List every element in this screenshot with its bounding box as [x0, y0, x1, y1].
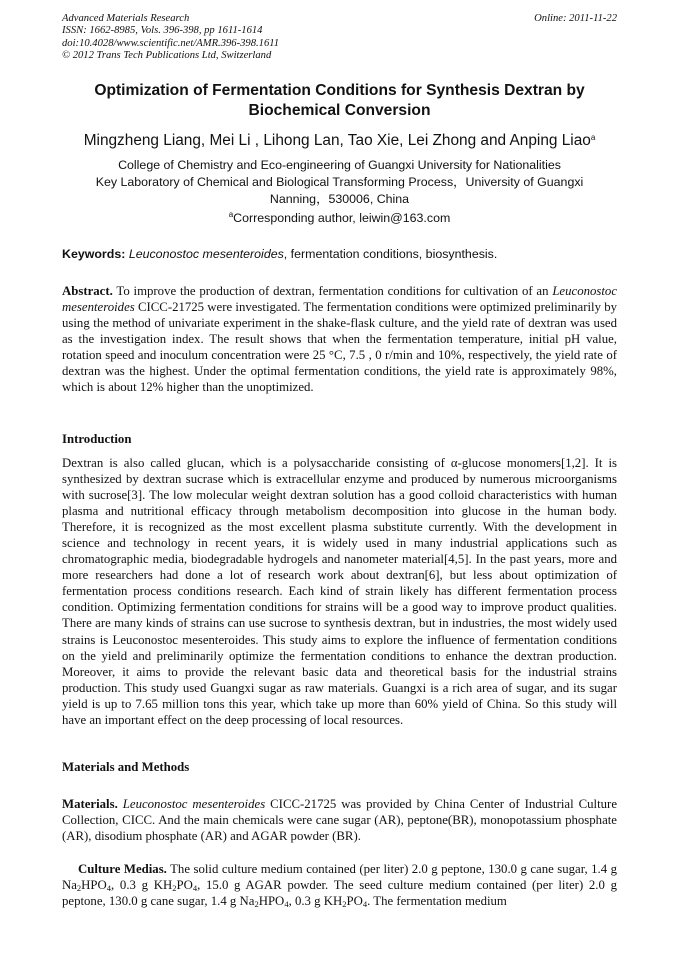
doi-line[interactable]: doi:10.4028/www.scientific.net/AMR.396-398.1611	[62, 37, 280, 49]
materials-text: CICC-21725 was provided by China Center of Industrial Culture Collection, CICC. And the main chemicals were cane sugar (AR), peptone(BR), monopotassium phosphate (AR), disodium phosphate (AR) and AGAR powder (BR).	[62, 797, 617, 844]
media-text-4: PO	[176, 878, 193, 893]
culture-medias-label: Culture Medias.	[78, 862, 167, 876]
media-text-po: PO	[346, 894, 363, 909]
culture-medias-paragraph	[62, 861, 617, 909]
media-text-3: , 0.3 g KH	[111, 878, 173, 893]
abstract-species: Leuconostoc mesenteroides	[62, 284, 617, 315]
affiliation-line-2: Key Laboratory of Chemical and Biological Transforming Process，University of Guangxi	[95, 174, 584, 189]
media-text-1: The solid culture medium contained (per liter) 2.0 g peptone, 130.0 g cane sugar, 1.4 g Na	[62, 862, 617, 893]
copyright-line: © 2012 Trans Tech Publications Ltd, Switzerland	[62, 50, 272, 62]
title-line-2: Biochemical Conversion	[248, 102, 431, 119]
sub-2: 2	[342, 899, 347, 910]
media-text-2: HPO	[81, 878, 107, 893]
journal-header	[62, 13, 617, 63]
media-text-hpo: HPO	[258, 894, 285, 909]
sub-2: 2	[254, 899, 259, 910]
keywords-rest: , fermentation conditions, biosynthesis.	[283, 247, 498, 261]
abstract	[62, 283, 617, 395]
materials-label: Materials.	[62, 797, 118, 811]
affiliation-line-1: College of Chemistry and Eco-engineering of Guangxi University for Nationalities	[118, 158, 561, 172]
affiliation	[62, 157, 617, 207]
corresponding-author	[62, 210, 617, 226]
author-list	[62, 131, 617, 151]
abstract-part-2: CICC-21725 were investigated. The fermentation conditions were optimized preliminarily by using the method of univariate experiment in the shake-flask culture, and the yield rate of dextran was used as the investigation index. The result shows that when the fermentation temperature, initial pH value, rotation speed and inoculum concentration were 25 °C, 7.5 , 0 r/min and 10%, respectively, the yield rate of dextran was the highest. Under the optimal fermentation conditions, the yield rate is approximately 98%, which is about 12% higher than the unoptimized.	[62, 300, 617, 395]
keywords-species: Leuconostoc mesenteroides	[128, 247, 284, 261]
sub-2: 2	[76, 883, 82, 894]
keywords	[62, 246, 617, 262]
sub-4: 4	[362, 899, 368, 910]
media-text-7: . The fermentation medium	[367, 894, 507, 909]
sub-4: 4	[284, 899, 289, 910]
affiliation-line-3: Nanning，530006, China	[269, 191, 410, 206]
corr-mark: a	[228, 210, 234, 219]
methods-heading: Materials and Methods	[62, 760, 190, 774]
paper-title	[62, 81, 617, 121]
media-text-6: , 0.3 g KH	[288, 894, 343, 909]
materials-paragraph	[62, 796, 617, 844]
journal-name: Advanced Materials Research	[62, 13, 190, 24]
materials-species: Leuconostoc mesenteroides	[122, 797, 266, 811]
keywords-label: Keywords:	[62, 247, 126, 261]
introduction-heading: Introduction	[62, 432, 132, 446]
corr-text: Corresponding author, leiwin@163.com	[233, 211, 451, 225]
sub-2: 2	[172, 883, 177, 894]
issn-line: ISSN: 1662-8985, Vols. 396-398, pp 1611-1614	[62, 25, 263, 37]
online-date: Online: 2011-11-22	[534, 13, 617, 24]
abstract-label: Abstract.	[62, 284, 113, 298]
introduction-body: Dextran is also called glucan, which is a polysaccharide consisting of α-glucose monomers[1,2]. It is synthesized by dextran sucrase which is extracellular enzyme and produced by numerous microorganisms with sucrose[3]. The low molecular weight dextran solution has a good colloid characteristics with human plasma and nutritional efficacy through metabolism decomposition into glucose in the human body. Therefore, it is recognized as the most excellent plasma substitute currently. With the development in science and technology in recent years, it is widely used in many industrial applications such as chromatographic media, biodegradable hydrogels and nanometer material[4,5]. In the past years, more and more researchers had done a lot of research work about dextran[6], but less about optimization of fermentation process conditions research. Each kind of strain likely has different fermentation process condition. Optimizing fermentation conditions for strains will be a good way to improve product qualities. There are many kinds of strains can use sucrose to synthesis dextran, but in industries, the most widely used strains is Leuconostoc mesenteroides. This study aims to explore the influence of fermentation conditions on the yield and preliminarily optimize the fermentation conditions to enhance the dextran production. Moreover, it aims to provide the relevant basic data and theoretical basis for the industrial strains production. This study used Guangxi sugar as raw materials. Guangxi is a rich area of sugar, and its sugar yield is up to 7.65 million tons this year, which take up more than 60% yield of China. So this study will have an important effect on the deep processing of local resources.	[62, 456, 617, 727]
abstract-part-1: To improve the production of dextran, fermentation conditions for cultivation of an	[112, 284, 553, 298]
title-line-1: Optimization of Fermentation Conditions for Synthesis Dextran by	[94, 82, 585, 99]
media-text-5: , 15.0 g AGAR powder. The seed culture medium contained (per liter) 2.0 g peptone, 130.0 g cane sugar, 1.4 g Na	[62, 878, 617, 909]
author-mark: a	[590, 133, 596, 142]
sub-4: 4	[106, 883, 112, 894]
author-names: Mingzheng Liang, Mei Li , Lihong Lan, Tao Xie, Lei Zhong and Anping Liao	[83, 132, 591, 149]
sub-4: 4	[192, 883, 198, 894]
